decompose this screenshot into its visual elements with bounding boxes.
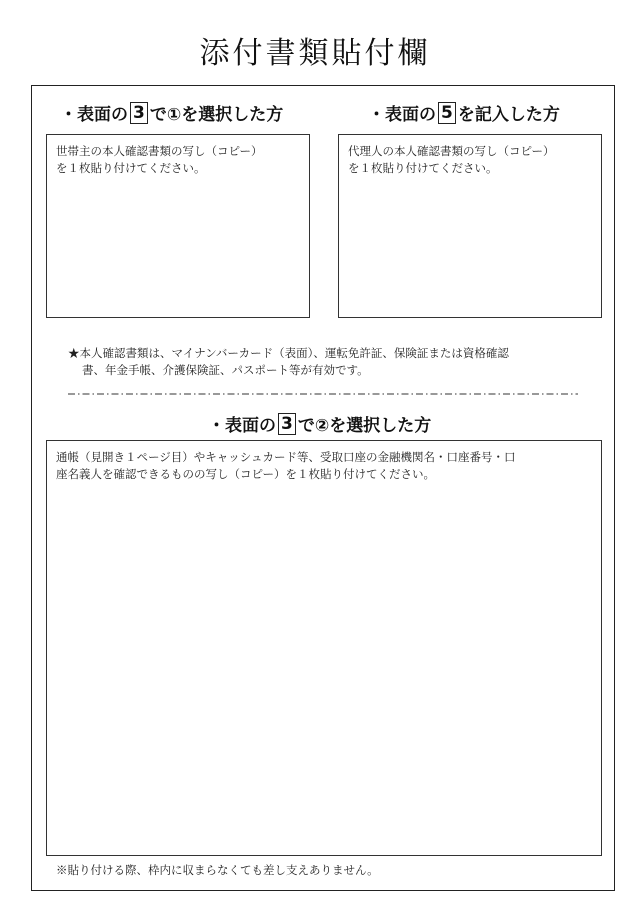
paste-instruction-line: を１枚貼り付けてください。 — [56, 161, 206, 175]
id-document-note — [68, 345, 598, 379]
note-line: ★本人確認書類は、マイナンバーカード（表面）、運転免許証、保険証または資格確認 — [68, 346, 509, 360]
heading-bullet: ・ — [208, 416, 225, 436]
paste-instruction-line: を１枚貼り付けてください。 — [348, 161, 498, 175]
heading-prefix: 表面の — [225, 416, 276, 436]
left-section-heading — [60, 100, 283, 125]
item-number-box: 3 — [278, 413, 296, 435]
householder-id-paste-area[interactable] — [46, 134, 310, 318]
paste-instruction-line: 通帳（見開き１ページ目）やキャッシュカード等、受取口座の金融機関名・口座番号・口 — [56, 450, 516, 464]
heading-suffix: を記入した方 — [457, 105, 560, 125]
page-title: 添付書類貼付欄 — [199, 36, 431, 71]
agent-id-paste-area[interactable] — [338, 134, 602, 318]
heading-prefix: 表面の — [385, 105, 436, 125]
heading-suffix: で①を選択した方 — [149, 105, 284, 125]
heading-suffix: で②を選択した方 — [297, 416, 432, 436]
dash-dot-separator — [68, 393, 578, 395]
paste-instruction-line: 座名義人を確認できるものの写し（コピー）を１枚貼り付けてください。 — [56, 467, 436, 481]
heading-bullet: ・ — [368, 105, 385, 125]
item-number-box: 3 — [130, 102, 148, 124]
right-section-heading — [368, 100, 560, 125]
bottom-section-heading — [208, 411, 431, 436]
footer-note: ※貼り付ける際、枠内に収まらなくても差し支えありません。 — [56, 863, 379, 877]
heading-bullet: ・ — [60, 105, 77, 125]
paste-instruction-line: 代理人の本人確認書類の写し（コピー） — [348, 144, 555, 158]
note-line: 書、年金手帳、介護保険証、パスポート等が有効です。 — [82, 363, 369, 377]
bank-account-paste-area[interactable] — [46, 440, 602, 856]
item-number-box: 5 — [438, 102, 456, 124]
heading-prefix: 表面の — [77, 105, 128, 125]
paste-instruction-line: 世帯主の本人確認書類の写し（コピー） — [56, 144, 263, 158]
